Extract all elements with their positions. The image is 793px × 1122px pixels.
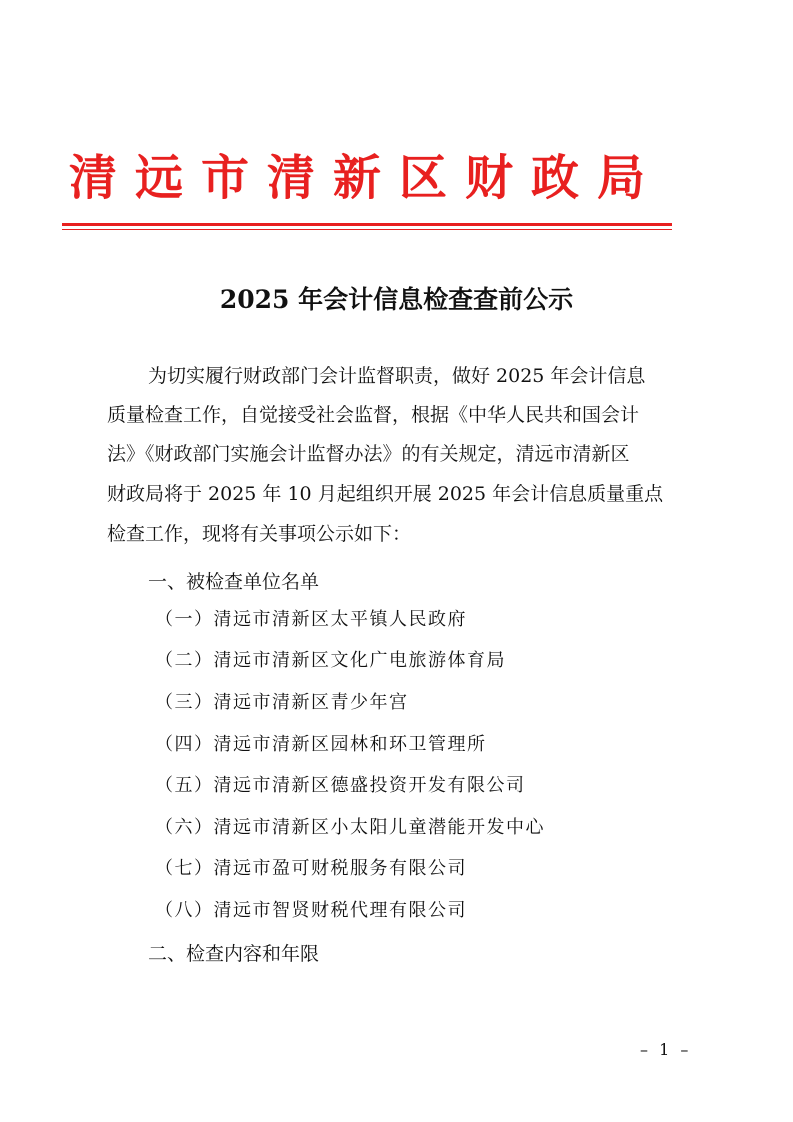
paragraph-line: 法》《财政部门实施会计监督办法》的有关规定，清远市清新区	[107, 443, 630, 465]
paragraph-line: 检查工作，现将有关事项公示如下：	[107, 523, 412, 545]
list-item: （三）清远市清新区青少年宫	[155, 692, 409, 713]
list-item: （六）清远市清新区小太阳儿童潜能开发中心	[155, 817, 545, 838]
paragraph-line: 财政局将于 2025 年 10 月起组织开展 2025 年会计信息质量重点	[107, 483, 664, 505]
list-item: （四）清远市清新区园林和环卫管理所	[155, 734, 487, 755]
list-item: （一）清远市清新区太平镇人民政府	[155, 609, 467, 630]
masthead-organization: 清远市清新区财政局	[68, 150, 663, 206]
section-heading-content-and-years: 二、检查内容和年限	[148, 943, 320, 965]
masthead-rule-thin	[62, 229, 672, 230]
page-number: – 1 –	[640, 1040, 692, 1059]
list-item: （二）清远市清新区文化广电旅游体育局	[155, 650, 506, 671]
paragraph-line: 质量检查工作，自觉接受社会监督，根据《中华人民共和国会计	[107, 404, 640, 426]
section-heading-inspected-units: 一、被检查单位名单	[148, 571, 320, 593]
masthead-rule-thick	[62, 223, 672, 226]
paragraph-line: 为切实履行财政部门会计监督职责，做好 2025 年会计信息	[148, 365, 646, 387]
document-title: 2025 年会计信息检查查前公示	[219, 285, 574, 314]
list-item: （八）清远市智贤财税代理有限公司	[155, 900, 467, 921]
list-item: （七）清远市盈可财税服务有限公司	[155, 858, 467, 879]
list-item: （五）清远市清新区德盛投资开发有限公司	[155, 775, 526, 796]
